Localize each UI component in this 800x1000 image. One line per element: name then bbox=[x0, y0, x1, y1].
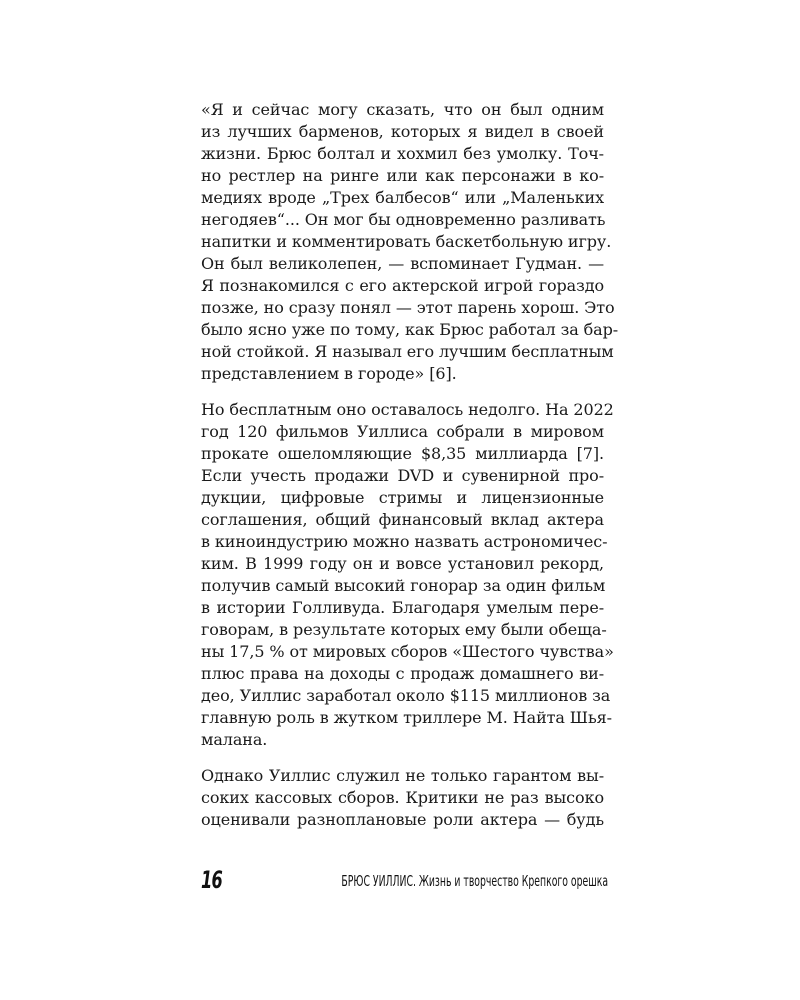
text-line: «Я и сейчас могу сказать, что он был одним bbox=[201, 100, 604, 119]
text-line: ны 17,5 % от мировых сборов «Шестого чувства» bbox=[201, 642, 614, 661]
body-text bbox=[201, 99, 619, 831]
text-line: медиях вроде „Трех балбесов“ или „Маленьких bbox=[201, 188, 604, 207]
paragraph bbox=[201, 399, 614, 751]
text-line: оценивали разноплановые роли актера — будь bbox=[201, 810, 604, 829]
paragraph bbox=[201, 765, 604, 831]
text-line: в истории Голливуда. Благодаря умелым пере- bbox=[201, 598, 604, 617]
text-line: Но бесплатным оно оставалось недолго. На 2022 bbox=[201, 400, 614, 419]
text-line: негодяев“... Он мог бы одновременно разливать bbox=[201, 210, 606, 229]
text-line: прокате ошеломляющие $8,35 миллиарда [7]. bbox=[201, 444, 604, 463]
text-line: Если учесть продажи DVD и сувенирной про- bbox=[201, 466, 604, 485]
text-line: жизни. Брюс болтал и хохмил без умолку. Точ- bbox=[201, 144, 604, 163]
text-line: год 120 фильмов Уиллиса собрали в мировом bbox=[201, 422, 604, 441]
text-line: представлением в городе» [6]. bbox=[201, 364, 457, 383]
text-line: Однако Уиллис служил не только гарантом вы- bbox=[201, 766, 604, 785]
text-line: Я познакомился с его актерской игрой гораздо bbox=[201, 276, 604, 295]
paragraph bbox=[201, 99, 619, 385]
text-line: Он был великолепен, — вспоминает Гудман. — bbox=[201, 254, 604, 273]
text-line: малана. bbox=[201, 730, 268, 749]
text-line: плюс права на доходы с продаж домашнего ви- bbox=[201, 664, 604, 683]
paragraph-gap bbox=[201, 751, 604, 765]
text-line: део, Уиллис заработал около $115 миллионов за bbox=[201, 686, 611, 705]
text-line: соглашения, общий финансовый вклад актера bbox=[201, 510, 604, 529]
text-line: из лучших барменов, которых я видел в своей bbox=[201, 122, 604, 141]
text-line: дукции, цифровые стримы и лицензионные bbox=[201, 488, 604, 507]
text-line: ким. В 1999 году он и вовсе установил рекорд, bbox=[201, 554, 604, 573]
text-line: ной стойкой. Я называл его лучшим бесплатным bbox=[201, 342, 614, 361]
text-line: но рестлер на ринге или как персонажи в ко- bbox=[201, 166, 604, 185]
page-number: 16 bbox=[201, 866, 223, 894]
text-line: главную роль в жутком триллере М. Найта Шья- bbox=[201, 708, 612, 727]
text-line: напитки и комментировать баскетбольную игру. bbox=[201, 232, 612, 251]
running-head: БРЮС УИЛЛИС. Жизнь и творчество Крепкого орешка bbox=[341, 872, 608, 890]
text-line: соких кассовых сборов. Критики не раз высоко bbox=[201, 788, 604, 807]
text-line: в киноиндустрию можно назвать астрономичес- bbox=[201, 532, 608, 551]
page-footer bbox=[201, 866, 608, 896]
text-line: получив самый высокий гонорар за один фильм bbox=[201, 576, 606, 595]
text-line: позже, но сразу понял — этот парень хорош. Это bbox=[201, 298, 615, 317]
paragraph-gap bbox=[201, 385, 604, 399]
text-line: было ясно уже по тому, как Брюс работал за бар- bbox=[201, 320, 619, 339]
text-line: говорам, в результате которых ему были обеща- bbox=[201, 620, 607, 639]
